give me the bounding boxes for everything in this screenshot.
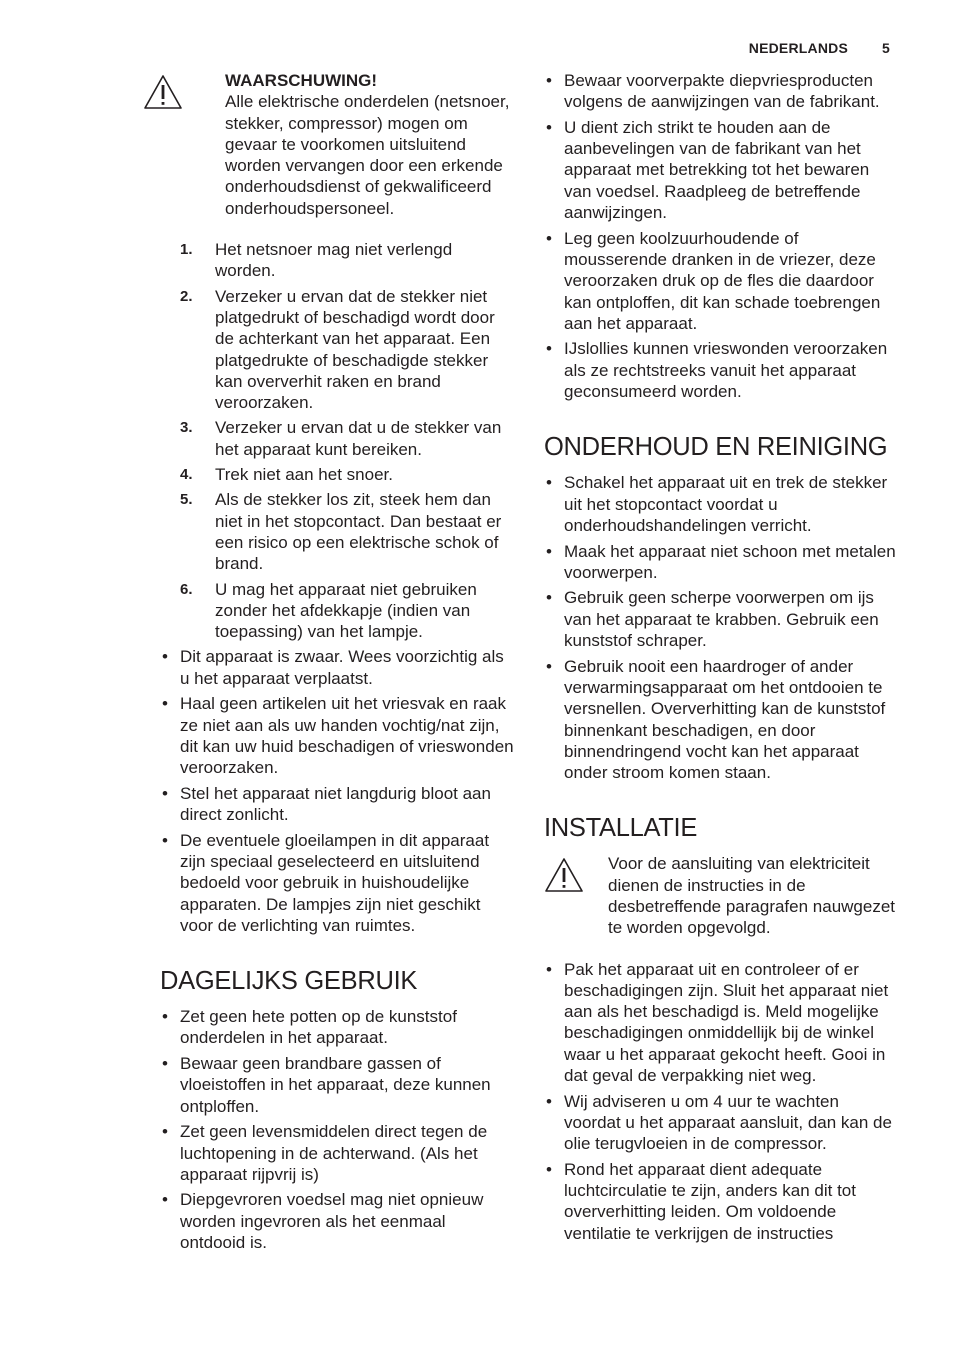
bullet-dot-icon: • <box>162 1054 168 1074</box>
bullet-dot-icon: • <box>162 647 168 667</box>
list-item <box>544 587 898 651</box>
step-text: U mag het apparaat niet gebruiken zonder het afdekkapje (indien van toepassing) van het lampje. <box>215 579 477 642</box>
list-item-text: Diepgevroren voedsel mag niet opnieuw worden ingevroren als het eenmaal ontdooid is. <box>180 1190 484 1253</box>
list-item <box>544 959 898 1087</box>
list-item-text: Leg geen koolzuurhoudende of mousserende dranken in de vriezer, deze veroorzaken druk op de fles die daardoor kan ontploffen, dit kan schade toebrengen aan het apparaat. <box>564 228 881 333</box>
numbered-steps <box>160 239 514 642</box>
list-item <box>544 1091 898 1155</box>
list-item <box>544 228 898 334</box>
safety-bullets <box>160 646 514 936</box>
list-item-text: Gebruik nooit een haardroger of ander verwarmingsapparaat om het ontdooien te versnellen. Oververhitting kan de kunststof binnenkant beschadigen, en door binnendringend vocht kan het apparaat onder stroom komen staan. <box>564 656 886 783</box>
list-item-text: Gebruik geen scherpe voorwerpen om ijs van het apparaat te krabben. Gebruik een kunststof schraper. <box>564 588 879 651</box>
step-number: 1. <box>180 241 193 259</box>
storage-bullets <box>544 70 898 402</box>
warning-text: Alle elektrische onderdelen (netsnoer, stekker, compressor) mogen om gevaar te voorkomen uitsluitend worden vervangen door een erkende onderhoudsdienst of gekwalificeerd onderhoudspersoneel. <box>225 92 510 218</box>
bullet-dot-icon: • <box>162 830 168 850</box>
list-item <box>160 830 514 936</box>
list-item-text: Schakel het apparaat uit en trek de stekker uit het stopcontact voordat u onderhoudshandelingen verricht. <box>564 473 888 535</box>
step-item <box>160 489 514 574</box>
step-number: 5. <box>180 491 193 509</box>
warning-triangle-icon <box>143 74 183 110</box>
section-heading-installation: INSTALLATIE <box>544 814 698 843</box>
section-heading-maintenance: ONDERHOUD EN REINIGING <box>544 433 888 462</box>
bullet-dot-icon: • <box>546 588 552 608</box>
bullet-dot-icon: • <box>162 1190 168 1210</box>
list-item <box>160 1006 514 1049</box>
list-item <box>544 70 898 113</box>
list-item-text: De eventuele gloeilampen in dit apparaat zijn speciaal geselecteerd en uitsluitend bedoeld voor gebruik in huishoudelijke apparaten. De lampjes zijn niet geschikt voor de verlichting van ruimtes. <box>180 830 490 935</box>
list-item <box>544 472 898 536</box>
bullet-dot-icon: • <box>162 694 168 714</box>
step-item <box>160 417 514 460</box>
step-number: 2. <box>180 287 193 305</box>
step-item <box>160 579 514 643</box>
list-item <box>544 541 898 584</box>
step-text: Verzeker u ervan dat de stekker niet platgedrukt of beschadigd wordt door de achterkant van het apparaat. Een platgedrukte of beschadigde stekker kan oververhit raken en brand veroorzaken. <box>215 286 495 413</box>
bullet-dot-icon: • <box>546 1159 552 1179</box>
step-text: Als de stekker los zit, steek hem dan niet in het stopcontact. Dan bestaat er een risico op een elektrische schok of brand. <box>215 490 502 574</box>
list-item-text: Pak het apparaat uit en controleer of er beschadigingen zijn. Sluit het apparaat niet aan als het beschadigd is. Meld mogelijke beschadigingen onmiddellijk bij de winkel waar u het apparaat gekocht heeft. Gooi in dat geval de verpakking niet weg. <box>564 959 889 1086</box>
bullet-dot-icon: • <box>162 1122 168 1142</box>
list-item-text: Zet geen levensmiddelen direct tegen de luchtopening in de achterwand. (Als het apparaat rijpvrij is) <box>180 1122 488 1184</box>
list-item-text: Maak het apparaat niet schoon met metalen voorwerpen. <box>564 541 896 582</box>
list-item <box>160 783 514 826</box>
list-item-text: Bewaar voorverpakte diepvriesproducten volgens de aanwijzingen van de fabrikant. <box>564 71 880 112</box>
step-number: 6. <box>180 580 193 598</box>
warning-title: WAARSCHUWING! <box>225 71 378 90</box>
safety-warning <box>160 70 514 219</box>
left-column <box>160 70 514 1258</box>
list-item <box>544 1159 898 1244</box>
daily-use-bullets <box>160 1006 514 1253</box>
list-item-text: Stel het apparaat niet langdurig bloot aan direct zonlicht. <box>180 783 491 825</box>
step-item <box>160 239 514 282</box>
list-item <box>160 693 514 778</box>
list-item-text: IJslollies kunnen vrieswonden veroorzaken als ze rechtstreeks vanuit het apparaat geconsumeerd worden. <box>564 339 888 402</box>
step-text: Verzeker u ervan dat u de stekker van het apparaat kunt bereiken. <box>215 418 502 459</box>
list-item-text: U dient zich strikt te houden aan de aanbevelingen van de fabrikant van het apparaat met betrekking tot het bewaren van voedsel. Raadpleeg de betreffende aanwijzingen. <box>564 117 870 223</box>
list-item-text: Rond het apparaat dient adequate luchtcirculatie te zijn, anders kan dit tot oververhitting leiden. Om voldoende ventilatie te verkrijgen de instructies <box>564 1159 856 1243</box>
right-column <box>544 70 898 1248</box>
page-number: 5 <box>882 40 890 56</box>
warning-triangle-icon <box>544 857 584 893</box>
list-item <box>160 1053 514 1117</box>
bullet-dot-icon: • <box>546 473 552 493</box>
bullet-dot-icon: • <box>546 959 552 979</box>
page-header <box>749 40 890 56</box>
bullet-dot-icon: • <box>546 71 552 90</box>
list-item-text: Wij adviseren u om 4 uur te wachten voordat u het apparaat aansluit, dan kan de olie terugvloeien in de compressor. <box>564 1091 892 1154</box>
bullet-dot-icon: • <box>546 541 552 561</box>
list-item-text: Zet geen hete potten op de kunststof onderdelen in het apparaat. <box>180 1007 457 1048</box>
list-item <box>544 656 898 784</box>
step-text: Het netsnoer mag niet verlengd worden. <box>215 240 453 281</box>
list-item-text: Bewaar geen brandbare gassen of vloeistoffen in het apparaat, deze kunnen ontploffen. <box>180 1054 491 1116</box>
installation-bullets <box>544 959 898 1244</box>
list-item-text: Dit apparaat is zwaar. Wees voorzichtig als u het apparaat verplaatst. <box>180 647 504 688</box>
bullet-dot-icon: • <box>162 783 168 803</box>
list-item <box>160 1121 514 1185</box>
section-label: NEDERLANDS <box>748 40 848 56</box>
list-item <box>160 646 514 689</box>
list-item-text: Haal geen artikelen uit het vriesvak en raak ze niet aan als uw handen vochtig/nat zijn, dit kan uw huid beschadigen of vrieswonden veroorzaken. <box>180 694 514 778</box>
list-item <box>544 117 898 223</box>
step-item <box>160 464 514 485</box>
installation-warning <box>544 853 898 938</box>
step-number: 3. <box>180 419 193 437</box>
maintenance-bullets <box>544 472 898 783</box>
bullet-dot-icon: • <box>546 117 552 137</box>
bullet-dot-icon: • <box>162 1007 168 1027</box>
list-item <box>544 338 898 402</box>
bullet-dot-icon: • <box>546 656 552 676</box>
step-item <box>160 286 514 414</box>
step-text: Trek niet aan het snoer. <box>215 465 393 485</box>
bullet-dot-icon: • <box>546 339 552 359</box>
installation-warning-text: Voor de aansluiting van elektriciteit dienen de instructies in de desbetreffende paragrafen nauwgezet te worden opgevolgd. <box>608 854 896 938</box>
spacer <box>544 939 898 959</box>
list-item <box>160 1189 514 1253</box>
bullet-dot-icon: • <box>546 228 552 248</box>
bullet-dot-icon: • <box>546 1091 552 1111</box>
section-heading-daily-use: DAGELIJKS GEBRUIK <box>160 967 418 996</box>
step-number: 4. <box>180 466 193 484</box>
